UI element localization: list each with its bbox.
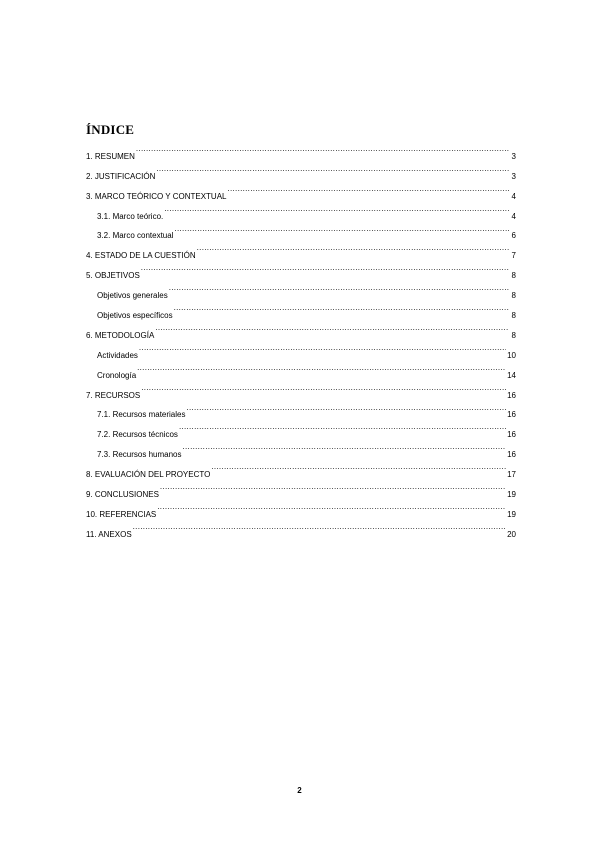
- toc-entry-page: 8: [511, 311, 516, 321]
- toc-entry-label: Objetivos específicos: [97, 311, 173, 321]
- toc-entry-page: 4: [511, 211, 516, 221]
- toc-entry-page: 16: [507, 390, 516, 400]
- toc-leader-dots: [133, 517, 506, 537]
- toc-entry-label: 1. RESUMEN: [86, 151, 135, 161]
- toc-entry-page: 7: [511, 251, 516, 261]
- page-number: 2: [297, 786, 302, 795]
- toc-leader-dots: [160, 477, 506, 497]
- toc-entry-page: 17: [507, 470, 516, 480]
- toc-entry-label: 6. METODOLOGÍA: [86, 330, 155, 340]
- toc-entry-label: 3.2. Marco contextual: [97, 231, 174, 241]
- toc-entry-page: 4: [511, 191, 516, 201]
- toc-subentry[interactable]: [86, 278, 516, 301]
- toc-entry-label: 7.3. Recursos humanos: [97, 450, 182, 460]
- toc-entry-label: 11. ANEXOS: [86, 529, 132, 539]
- toc-title: ÍNDICE: [86, 122, 135, 137]
- toc-leader-dots: [183, 437, 507, 457]
- toc-entry-label: 4. ESTADO DE LA CUESTIÓN: [86, 251, 196, 261]
- toc-leader-dots: [141, 378, 506, 398]
- toc-entry-page: 19: [507, 490, 516, 500]
- toc-entry-page: 16: [507, 410, 516, 420]
- toc-entry-page: 16: [507, 430, 516, 440]
- toc-subentry[interactable]: [86, 358, 516, 378]
- table-of-contents: [86, 139, 516, 537]
- toc-entry[interactable]: [86, 378, 516, 398]
- toc-leader-dots: [139, 338, 506, 358]
- toc-entry-label: 3.1. Marco teórico.: [97, 211, 164, 221]
- toc-leader-dots: [137, 358, 506, 378]
- toc-entry-page: 14: [507, 370, 516, 380]
- toc-leader-dots: [186, 398, 506, 418]
- toc-leader-dots: [155, 318, 509, 338]
- toc-entry-page: 3: [511, 151, 516, 161]
- toc-entry-label: 3. MARCO TEÓRICO Y CONTEXTUAL: [86, 191, 227, 201]
- toc-entry[interactable]: [86, 159, 516, 179]
- toc-entry-label: 5. OBJETIVOS: [86, 271, 140, 281]
- toc-leader-dots: [227, 179, 509, 199]
- toc-leader-dots: [157, 497, 506, 517]
- toc-entry-page: 8: [511, 291, 516, 301]
- toc-entry-label: 10. REFERENCIAS: [86, 509, 157, 519]
- toc-leader-dots: [169, 278, 509, 298]
- toc-leader-dots: [174, 219, 509, 239]
- toc-entry[interactable]: [86, 517, 516, 537]
- toc-entry-label: Cronología: [97, 370, 137, 380]
- toc-subentry[interactable]: [86, 338, 516, 358]
- toc-entry-label: 7.1. Recursos materiales: [97, 410, 186, 420]
- toc-entry[interactable]: [86, 258, 516, 281]
- toc-leader-dots: [141, 258, 509, 278]
- toc-leader-dots: [164, 199, 509, 219]
- toc-entry-label: 2. JUSTIFICACIÓN: [86, 171, 156, 181]
- toc-subentry[interactable]: [86, 398, 516, 418]
- toc-entry-label: 7.2. Recursos técnicos: [97, 430, 178, 440]
- toc-entry-label: Objetivos generales: [97, 291, 168, 301]
- toc-leader-dots: [156, 159, 509, 179]
- toc-entry-page: 19: [507, 509, 516, 519]
- toc-entry-page: 8: [511, 271, 516, 281]
- toc-leader-dots: [174, 298, 509, 318]
- toc-leader-dots: [136, 139, 509, 159]
- toc-entry-page: 16: [507, 450, 516, 460]
- toc-entry-label: 8. EVALUACIÓN DEL PROYECTO: [86, 470, 211, 480]
- toc-leader-dots: [211, 457, 506, 477]
- toc-entry-label: Actividades: [97, 350, 138, 360]
- toc-entry-page: 10: [507, 350, 516, 360]
- toc-entry-label: 7. RECURSOS: [86, 390, 141, 400]
- toc-entry-label: 9. CONCLUSIONES: [86, 490, 159, 500]
- toc-entry[interactable]: [86, 139, 516, 159]
- toc-entry-page: 20: [507, 529, 516, 539]
- toc-entry-page: 3: [511, 171, 516, 181]
- toc-entry-page: 8: [511, 330, 516, 340]
- toc-leader-dots: [197, 238, 509, 258]
- toc-leader-dots: [179, 417, 506, 437]
- toc-entry-page: 6: [511, 231, 516, 241]
